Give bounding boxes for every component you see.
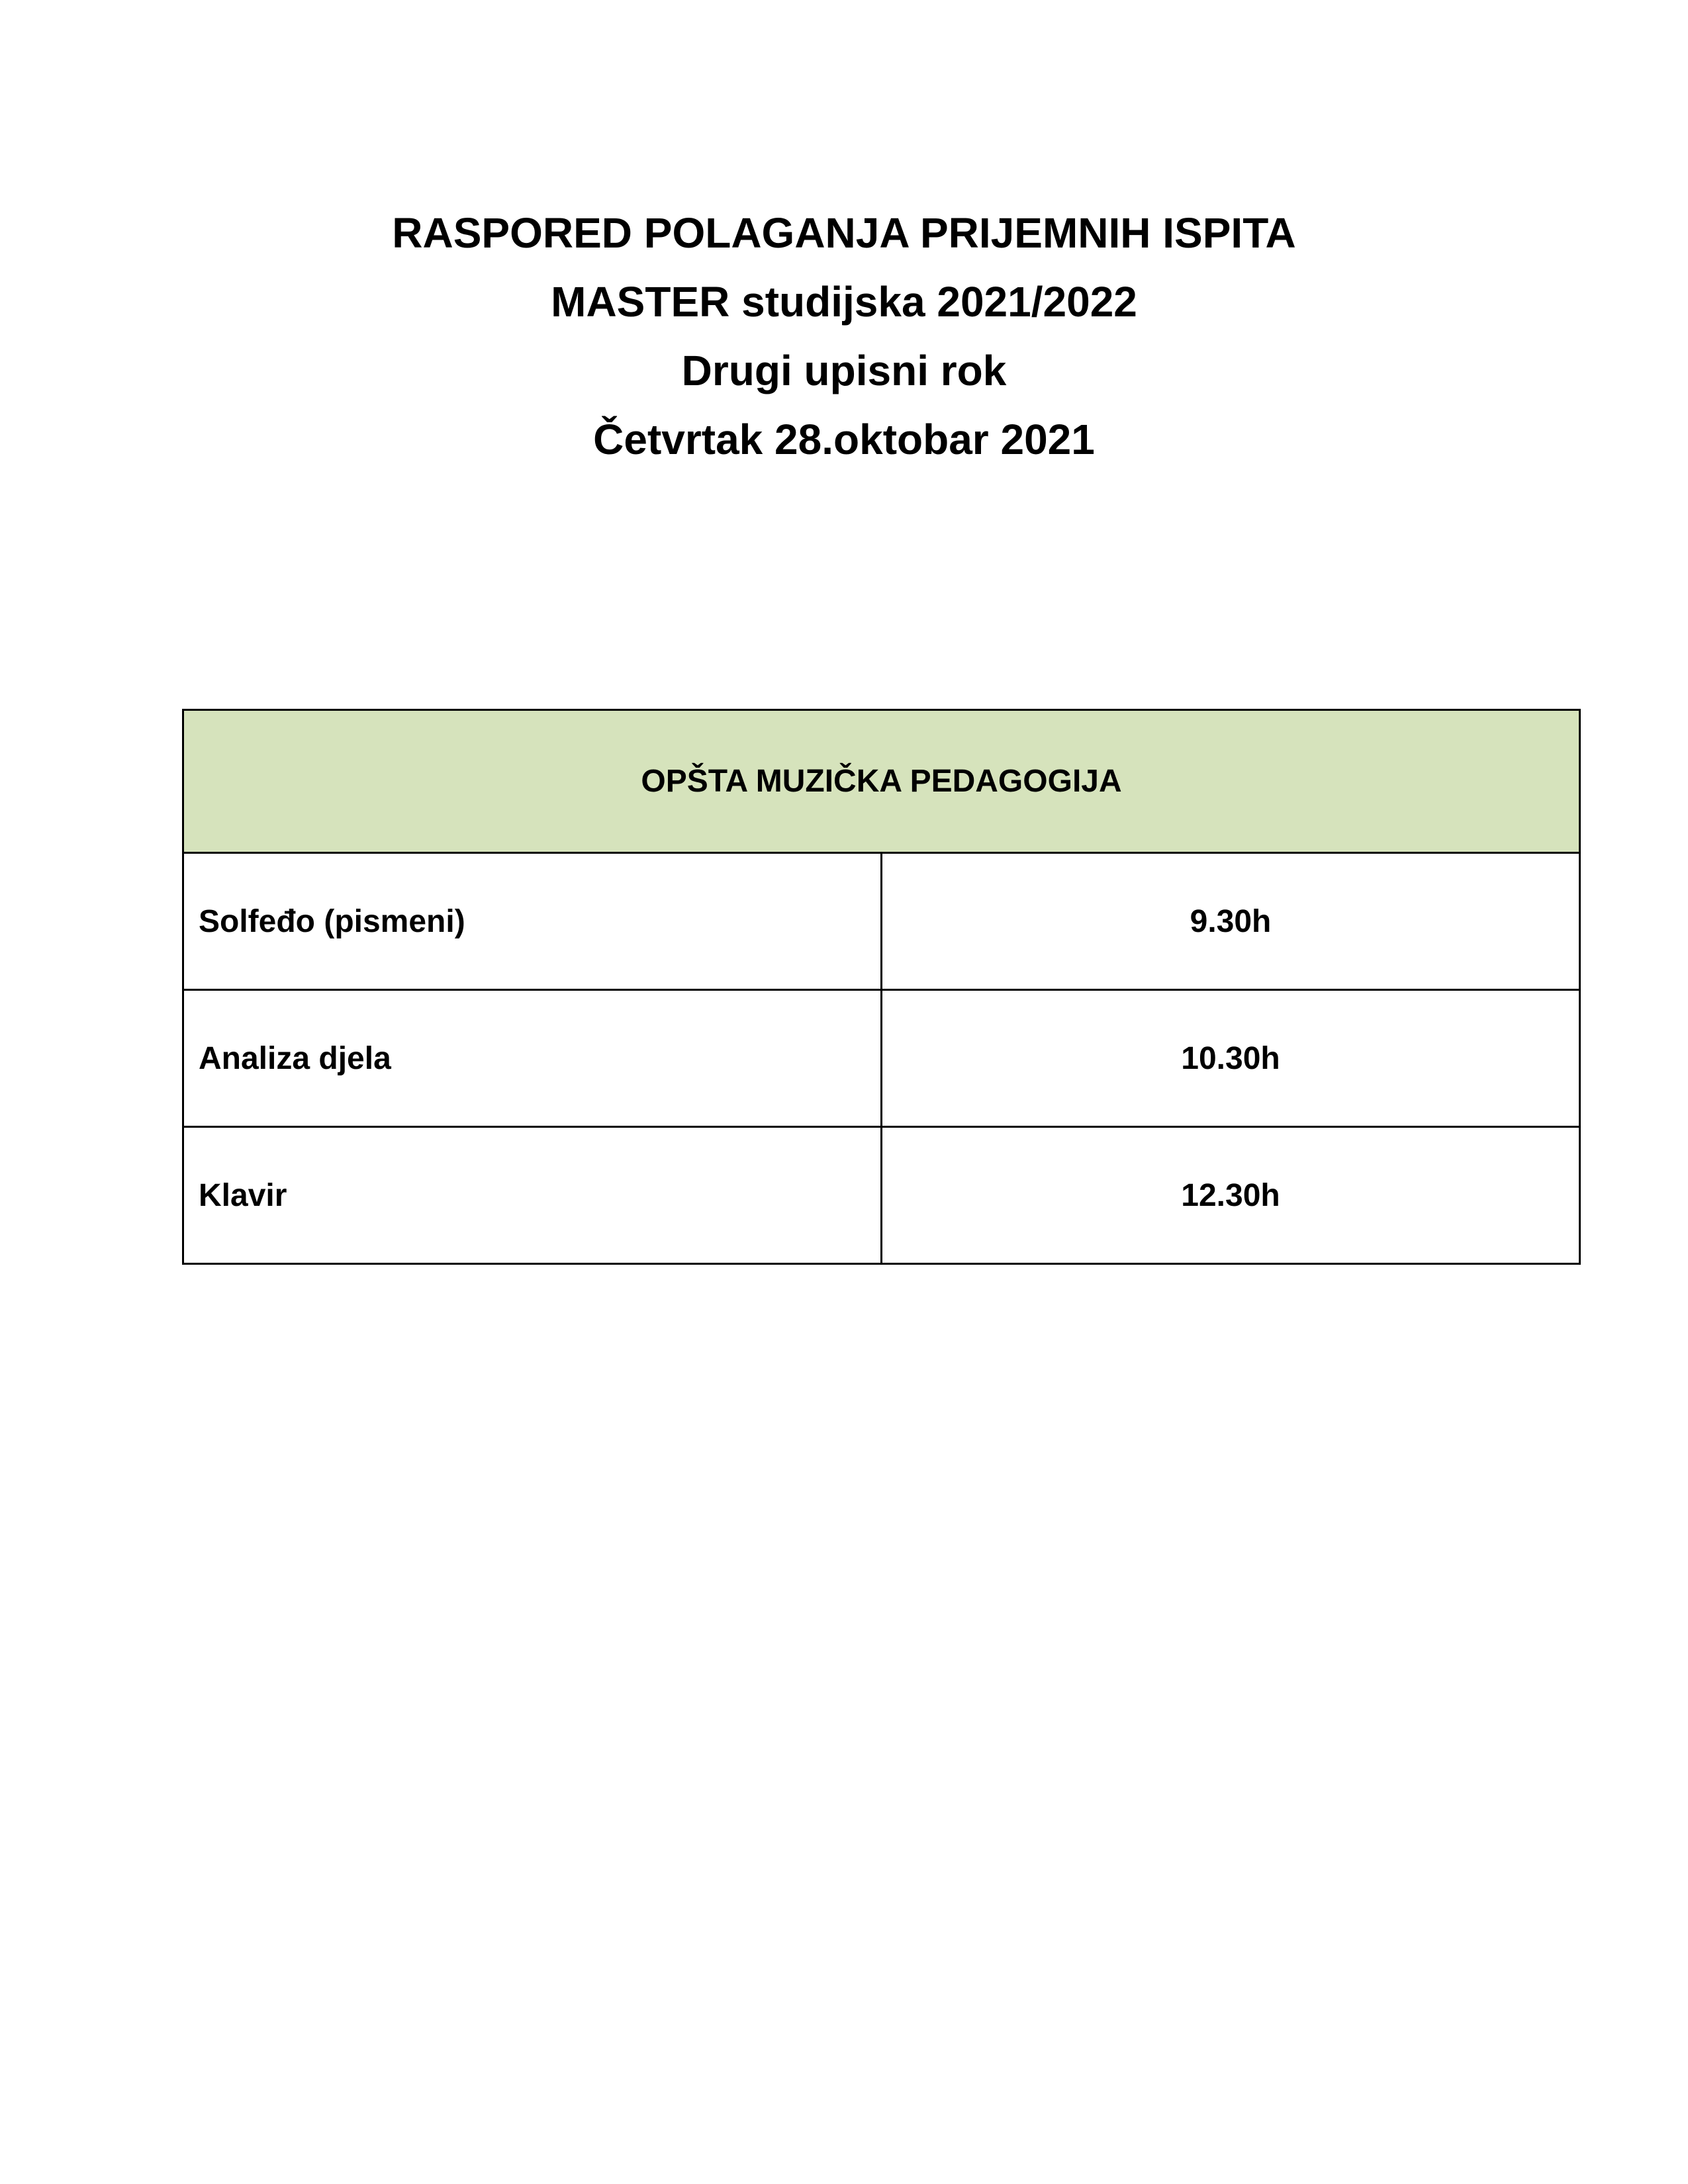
heading-date: Četvrtak 28.oktobar 2021 <box>593 416 1095 463</box>
exam-schedule-table <box>182 709 1581 1265</box>
subject-cell: Klavir <box>183 1127 882 1264</box>
table-group-header-row <box>183 710 1580 853</box>
time-cell: 10.30h <box>882 990 1580 1127</box>
group-header-cell: OPŠTA MUZIČKA PEDAGOGIJA <box>183 710 1580 853</box>
time-cell: 12.30h <box>882 1127 1580 1264</box>
heading-title: RASPORED POLAGANJA PRIJEMNIH ISPITA <box>392 209 1296 257</box>
subject-cell: Analiza djela <box>183 990 882 1127</box>
table-row <box>183 853 1580 990</box>
heading-enrollment-term: Drugi upisni rok <box>681 347 1007 394</box>
subject-cell: Solfeđo (pismeni) <box>183 853 882 990</box>
table-row <box>183 1127 1580 1264</box>
document-heading <box>0 199 1688 474</box>
heading-study-year: MASTER studijska 2021/2022 <box>551 278 1137 326</box>
time-cell: 9.30h <box>882 853 1580 990</box>
table-row <box>183 990 1580 1127</box>
